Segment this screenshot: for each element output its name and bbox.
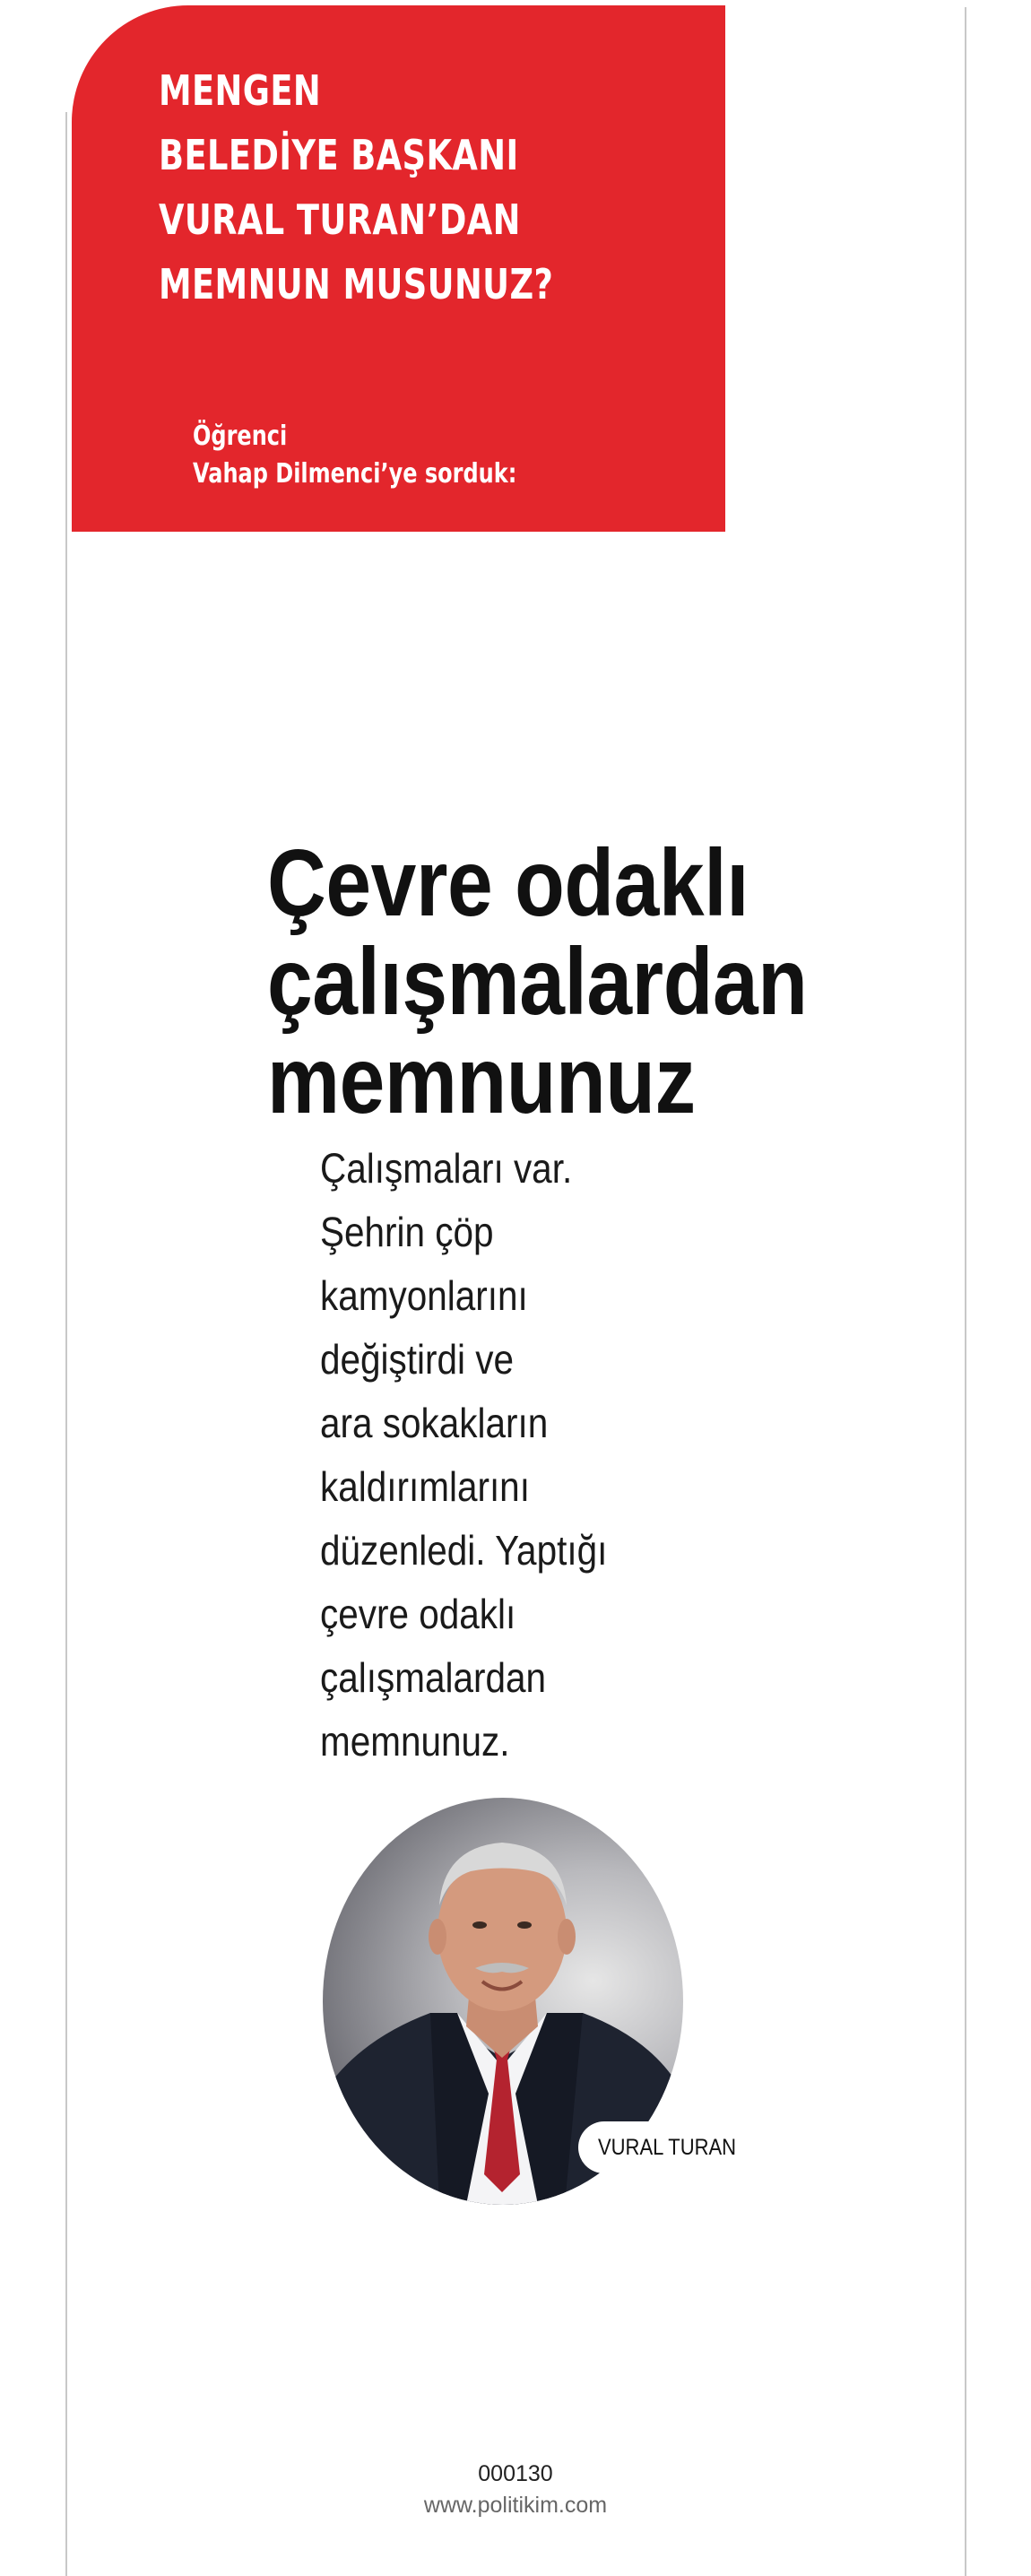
footer-code: 000130 — [478, 2461, 553, 2486]
headline-line: çalışmalardan — [267, 929, 808, 1035]
question-line: MEMNUN MUSUNUZ? — [159, 260, 554, 308]
answer-line: Şehrin çöp — [320, 1209, 494, 1255]
headline-line: Çevre odaklı — [267, 830, 749, 936]
answer-line: Çalışmaları var. — [320, 1145, 573, 1192]
answer-line: çalışmalardan — [320, 1654, 546, 1701]
answer-line: memnunuz. — [320, 1718, 510, 1765]
answer-line: değiştirdi ve — [320, 1336, 514, 1383]
answer-line: ara sokakların — [320, 1400, 549, 1446]
answer-line: düzenledi. Yaptığı — [320, 1527, 608, 1574]
portrait-name-tag — [578, 2121, 741, 2173]
left-column-rule — [65, 112, 67, 2576]
question-line: MENGEN — [159, 66, 322, 115]
answer-headline — [267, 830, 853, 1133]
portrait-name-label: VURAL TURAN — [598, 2135, 737, 2160]
question-line: VURAL TURAN’DAN — [159, 195, 521, 244]
respondent-intro — [193, 418, 566, 493]
right-column-rule — [965, 7, 966, 2576]
answer-line: kamyonlarını — [320, 1272, 528, 1319]
answer-line: kaldırımlarını — [320, 1463, 530, 1510]
respondent-line: Vahap Dilmenci’ye sorduk: — [193, 458, 517, 490]
headline-line: memnunuz — [267, 1028, 696, 1133]
question-title — [159, 58, 589, 317]
answer-line: çevre odaklı — [320, 1591, 516, 1637]
respondent-line: Öğrenci — [193, 421, 288, 452]
footer-website-link[interactable]: www.politikim.com — [423, 2493, 608, 2518]
answer-body — [320, 1137, 731, 1774]
question-line: BELEDİYE BAŞKANI — [159, 131, 519, 179]
